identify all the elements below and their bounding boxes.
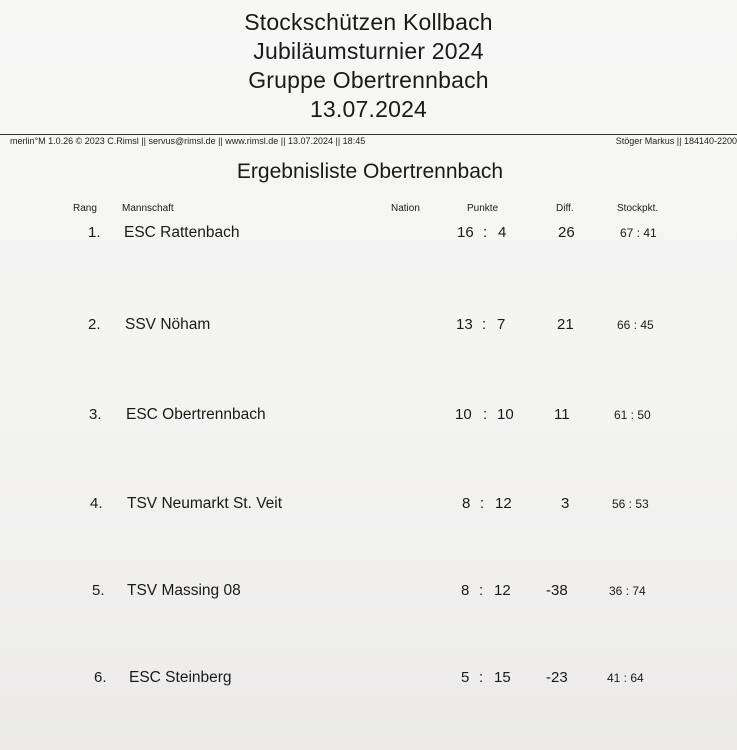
team-cell: SSV Nöham <box>125 316 211 333</box>
points-against-cell: 15 <box>494 669 511 686</box>
team-cell: TSV Neumarkt St. Veit <box>127 495 283 512</box>
rank-cell: 4. <box>90 495 103 512</box>
tournament-title: Jubiläumsturnier 2024 <box>253 38 484 64</box>
points-separator: : <box>482 316 487 333</box>
rank-cell: 6. <box>94 669 107 686</box>
table-row <box>0 669 737 693</box>
points-against-cell: 7 <box>497 316 506 333</box>
header-stockpkt: Stockpkt. <box>617 203 659 214</box>
table-row <box>0 582 737 606</box>
header-nation: Nation <box>391 203 420 214</box>
stock-points-cell: 36 : 74 <box>609 584 646 598</box>
team-cell: ESC Steinberg <box>129 669 232 686</box>
header-rang: Rang <box>73 203 97 214</box>
software-credit: merlin°M 1.0.26 © 2023 C.Rimsl || servus@rimsl.de || www.rimsl.de || 13.07.2024 || 18:45 <box>10 136 366 146</box>
rank-cell: 3. <box>89 406 102 423</box>
header-diff: Diff. <box>556 203 574 214</box>
operator-info: Stöger Markus || 184140-2200 <box>615 136 737 146</box>
stock-points-cell: 41 : 64 <box>607 671 644 685</box>
points-for-cell: 8 <box>462 495 471 512</box>
group-title: Gruppe Obertrennbach <box>248 67 489 93</box>
rank-cell: 5. <box>92 582 105 599</box>
points-for-cell: 5 <box>461 669 470 686</box>
table-row <box>0 495 737 519</box>
points-for-cell: 10 <box>455 406 472 423</box>
event-date: 13.07.2024 <box>309 96 428 122</box>
diff-cell: 11 <box>554 406 570 423</box>
stock-points-cell: 66 : 45 <box>617 318 654 332</box>
rank-cell: 2. <box>88 316 101 333</box>
points-against-cell: 12 <box>494 582 511 599</box>
team-cell: TSV Massing 08 <box>127 582 241 599</box>
club-title: Stockschützen Kollbach <box>244 9 493 35</box>
stock-points-cell: 56 : 53 <box>612 497 649 511</box>
rank-cell: 1. <box>88 224 101 241</box>
points-for-cell: 16 <box>457 224 474 241</box>
stock-points-cell: 67 : 41 <box>620 226 657 240</box>
diff-cell: -38 <box>546 582 568 599</box>
header-divider <box>0 134 737 135</box>
table-row <box>0 406 737 430</box>
stock-points-cell: 61 : 50 <box>614 408 651 422</box>
points-separator: : <box>479 582 484 599</box>
diff-cell: -23 <box>546 669 568 686</box>
header-mannschaft: Mannschaft <box>122 203 174 214</box>
points-against-cell: 12 <box>495 495 512 512</box>
table-row <box>0 316 737 340</box>
results-list-title: Ergebnisliste Obertrennbach <box>236 160 504 183</box>
points-for-cell: 8 <box>461 582 470 599</box>
diff-cell: 26 <box>558 224 575 241</box>
points-separator: : <box>479 669 484 686</box>
table-row <box>0 224 737 248</box>
points-against-cell: 10 <box>497 406 514 423</box>
points-for-cell: 13 <box>456 316 473 333</box>
points-separator: : <box>480 495 485 512</box>
header-punkte: Punkte <box>467 203 499 214</box>
diff-cell: 3 <box>561 495 570 512</box>
team-cell: ESC Obertrennbach <box>126 406 266 423</box>
points-against-cell: 4 <box>498 224 507 241</box>
points-separator: : <box>483 406 488 423</box>
tournament-header <box>0 8 737 124</box>
team-cell: ESC Rattenbach <box>124 224 240 241</box>
diff-cell: 21 <box>557 316 574 333</box>
points-separator: : <box>483 224 488 241</box>
